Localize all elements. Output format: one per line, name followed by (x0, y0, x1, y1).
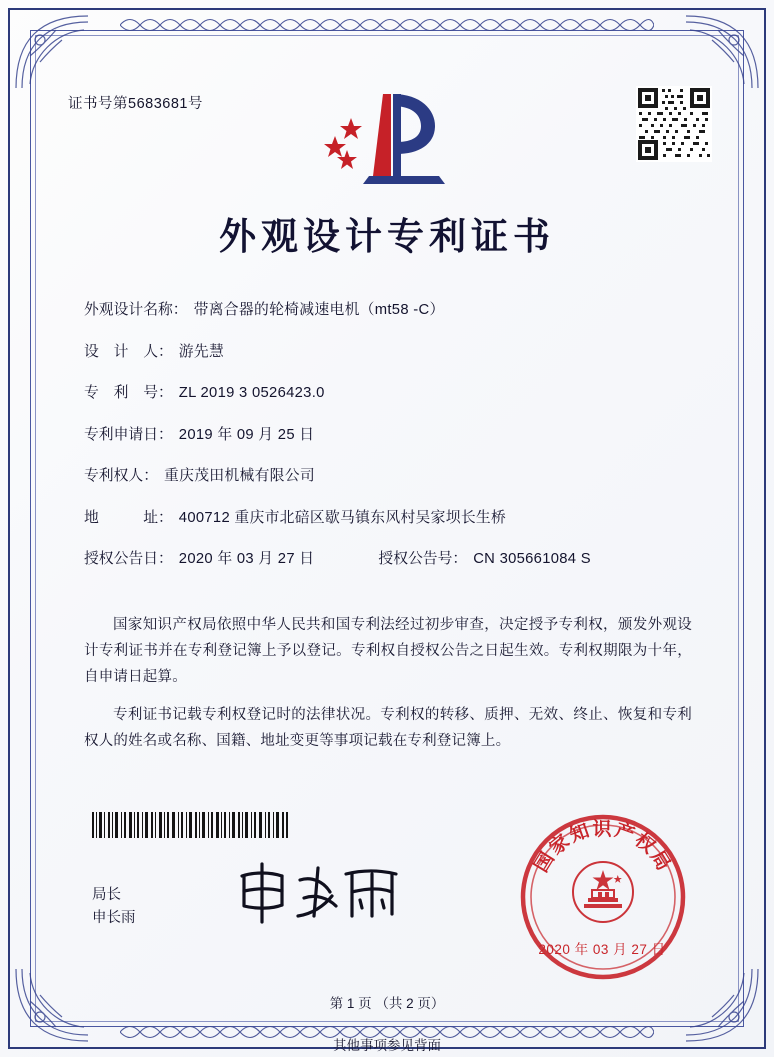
field-value: 带离合器的轮椅减速电机（mt58 -C） (193, 302, 445, 318)
field-label: 授权公告日： (84, 551, 173, 567)
field-label-secondary: 授权公告号： (378, 551, 468, 567)
footnote: 其他事项参见背面 (333, 1038, 441, 1053)
cnipa-emblem-icon (317, 84, 457, 184)
legal-text (84, 612, 692, 766)
field-application-date (84, 423, 694, 444)
handwritten-signature (228, 858, 408, 932)
field-value: 游先慧 (178, 343, 225, 360)
field-value: 2019 年 09 月 25 日 (178, 426, 315, 443)
field-value: 400712 重庆市北碚区歇马镇东风村吴家坝长生桥 (178, 509, 507, 526)
ornament-band-top (120, 12, 654, 38)
signature-labels (92, 884, 136, 930)
page-title: 外观设计专利证书 (219, 217, 555, 258)
paragraph-2: 专利证书记载专利权登记时的法律状况。专利权的转移、质押、无效、终止、恢复和专利权人的姓名或名称、国籍、地址变更等事项记载在专利登记簿上。 (84, 707, 692, 749)
field-patent-number (84, 381, 694, 402)
svg-text:国家知识产权局: 国家知识产权局 (531, 819, 675, 877)
certificate-number: 证书号第5683681号 (68, 96, 203, 112)
paragraph-1: 国家知识产权局依照中华人民共和国专利法经过初步审查，决定授予专利权，颁发外观设计专利证书并在专利登记簿上予以登记。专利权自授权公告之日起生效。专利权期限为十年，自申请日起算。 (84, 617, 692, 685)
field-value: 重庆茂田机械有限公司 (164, 468, 315, 484)
field-label: 外观设计名称： (84, 302, 188, 318)
seal-date: 2020 年 03 月 27 日 (538, 942, 666, 957)
field-value-secondary: CN 305661084 S (473, 551, 591, 567)
field-label: 专 利 号： (84, 385, 173, 401)
field-designer (84, 340, 694, 361)
director-name-label: 申长雨 (92, 910, 136, 926)
field-patentee (84, 464, 694, 485)
field-design-name (84, 298, 694, 319)
certificate-fields (84, 298, 694, 589)
field-label: 设 计 人： (84, 343, 173, 360)
barcode (92, 812, 288, 838)
page-number: 第 1 页 （共 2 页） (329, 996, 445, 1011)
field-grant-announcement (84, 547, 694, 568)
field-label: 地 址： (84, 509, 173, 526)
corner-ornament-icon (678, 10, 764, 96)
field-value: 2020 年 03 月 27 日 (178, 551, 315, 567)
field-label: 专利申请日： (84, 426, 173, 443)
qr-code-icon (636, 86, 712, 162)
field-label: 专利权人： (84, 468, 158, 484)
corner-ornament-icon (10, 10, 96, 96)
field-address (84, 506, 694, 527)
director-role-label: 局长 (92, 887, 121, 903)
field-value: ZL 2019 3 0526423.0 (178, 385, 325, 401)
